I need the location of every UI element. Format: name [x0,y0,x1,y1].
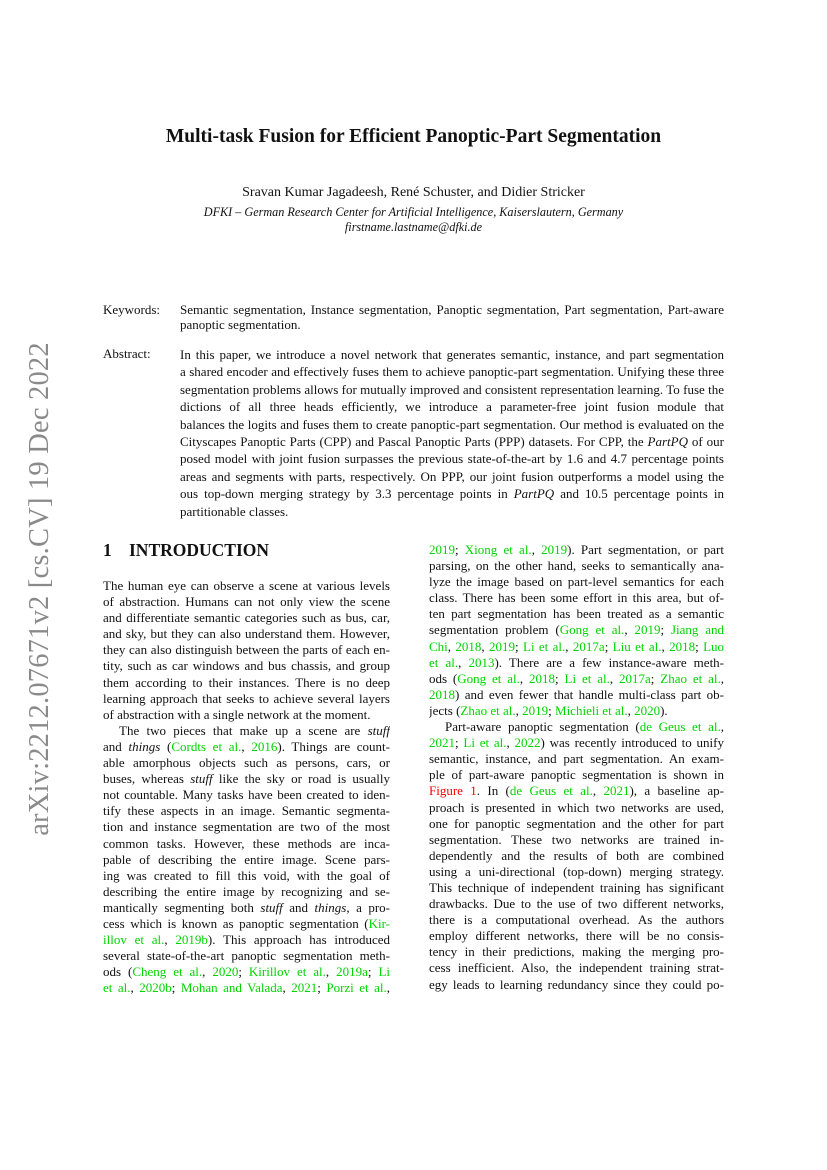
text-line [103,836,390,852]
citation-link[interactable]: 2021 [603,783,630,799]
citation-link[interactable]: Li et al. [523,638,566,654]
citation-link[interactable]: 2018 [429,686,455,702]
text-line [103,739,390,755]
text-line [429,558,724,574]
text-line [429,735,724,751]
text-line [429,783,724,799]
text-span: ; [455,542,465,557]
citation-link[interactable]: Li et al. [463,735,507,751]
citation-link[interactable]: 2019 [489,638,516,654]
citation-link[interactable]: illov et al. [103,932,165,948]
text-span: ods ( [103,964,133,980]
text-span: , [506,735,515,751]
text-span: balances the logits and fuses them to create panoptic-part segmentation. Our method is evaluated on the [180,416,724,432]
citation-link[interactable]: Zhao et al. [460,702,516,718]
text-line [103,852,390,868]
text-line [103,787,390,803]
citation-link[interactable]: Li et al. [564,670,610,686]
text-span: , [531,542,542,557]
text-line [103,771,390,787]
citation-link[interactable]: Mohan and Valada [180,980,283,996]
citation-link[interactable]: 2020 [212,964,239,980]
text-span: semantic, instance, and part segmentation. An exam- [429,751,724,767]
text-span: ( [160,738,172,754]
citation-link[interactable]: 2019b [175,932,208,948]
text-line [429,767,724,783]
text-span: like the sky or road is usually [212,771,390,787]
text-span: drawbacks. Due to the use of two different networks, [429,896,724,912]
text-span: one for panoptic segmentation and the other for part [429,815,724,831]
text-line [429,542,724,558]
text-line [103,948,390,964]
text-span: , [565,638,573,654]
text-span: , [481,638,490,654]
citation-link[interactable]: Porzi et al. [326,980,387,996]
text-span: and [282,899,315,915]
text-span: , [241,738,252,754]
text-line [103,868,390,884]
text-span: a shared encoder and effectively fuses them to achieve panoptic-part segmentation. Unifying these three [180,364,724,380]
text-line [103,610,390,626]
text-line [103,900,390,916]
citation-link[interactable]: Gong et al. [559,622,625,638]
citation-link[interactable]: 2018 [529,670,556,686]
text-span: , [627,702,635,718]
text-span: lyze the image based on part-level semantics for each [429,574,724,590]
text-span: ; [238,964,249,980]
emphasis-text: PartPQ [513,486,555,502]
text-span: , [519,670,530,686]
keywords-label: Keywords: [103,302,161,317]
text-span: , [130,980,140,996]
text-line [103,803,390,819]
text-line [103,707,390,723]
text-span: class. There has been some effort in this area, but of- [429,590,724,606]
text-span: and 10.5 percentage points in [554,486,724,502]
text-span: ; [367,964,379,980]
text-span: , [624,622,635,638]
text-span: ; [660,622,671,638]
emphasis-text: things [314,899,347,915]
text-line [429,880,724,896]
text-span: This technique of independent training has significant [429,879,724,895]
citation-link[interactable]: 2019a [336,964,368,980]
text-span: tion and instance segmentation are two of the most [103,819,390,835]
text-span: ; [317,980,327,996]
citation-link[interactable]: et al. [429,654,459,670]
text-span: mantically segmenting both [103,899,261,915]
text-span: ; [515,638,523,654]
text-span: using a uni-directional (top-down) merging strategy. [429,863,724,879]
text-line [429,944,724,960]
text-line [429,896,724,912]
citation-link[interactable]: de Geus et al. [509,783,593,799]
text-line [429,848,724,864]
text-line [429,639,724,655]
text-line [429,832,724,848]
text-line [103,932,390,948]
citation-link[interactable]: 2017a [619,670,651,686]
citation-link[interactable]: Chi [429,638,448,654]
text-line [429,655,724,671]
citation-link[interactable]: et al. [103,980,131,996]
text-span: learning approach that seeks to achieve several layers [103,690,390,706]
text-span: segmentation. These two networks are trained in- [429,831,724,847]
right-column [429,542,724,993]
text-span: cess which is known as panoptic segmentation ( [103,915,369,931]
text-line [429,864,724,880]
text-span: not countable. Many tasks have been created to iden- [103,787,390,803]
section-number: 1 [103,540,112,560]
text-span: ; [650,670,661,686]
text-line [429,719,724,735]
text-span: , [609,670,619,686]
text-span: and differentiate semantic categories such as bus, car, [103,610,390,626]
citation-link[interactable]: Gong et al. [457,670,520,686]
text-line [180,416,724,433]
text-span: jects ( [429,702,461,718]
text-span: Part-aware panoptic segmentation ( [445,719,640,735]
abstract [180,346,724,520]
text-span: employ different networks, there will be no consis- [429,928,724,944]
text-span: ). This approach has introduced [207,932,390,948]
text-span: The human eye can observe a scene at various levels [103,578,390,593]
text-line [180,363,724,380]
text-span: ) and even fewer that handle multi-class part ob- [455,686,724,702]
text-span: , [325,964,337,980]
text-span: ; [604,638,613,654]
text-span: , [592,783,604,799]
text-span: panoptic segmentation. [180,317,301,332]
text-span: The two pieces that make up a scene are [119,722,368,738]
emphasis-text: PartPQ [647,433,688,449]
text-line [429,800,724,816]
text-span: tity, such as car windows and bus chassis, and group [103,658,390,674]
left-column [103,578,390,996]
text-span: ). Part segmentation, or part [567,542,724,557]
text-span: , [202,964,213,980]
citation-link[interactable]: 2019 [541,542,568,557]
text-span: cess inefficient. Also, the independent training strat- [429,960,724,976]
text-span: ) was recently introduced to unify [540,735,724,751]
text-span: tency in their predictions, making the merging pro- [429,944,724,960]
figure-link[interactable]: Figure 1 [429,783,477,799]
text-span: common tasks. However, these methods are inca- [103,835,390,851]
citation-link[interactable]: Cheng et al. [132,964,203,980]
text-span: ). [660,702,668,718]
text-span: . In ( [476,783,510,799]
text-line [180,346,724,363]
text-line [429,606,724,622]
arxiv-identifier: arXiv:2212.07671v2 [cs.CV] 19 Dec 2022 [24,342,55,836]
emphasis-text: stuff [190,771,213,787]
text-line [429,816,724,832]
citation-link[interactable]: Cordts et al. [171,738,242,754]
text-line [429,703,724,719]
section-title: INTRODUCTION [129,540,270,560]
text-span: several state-of-the-art panoptic segmentation meth- [103,948,390,964]
citation-link[interactable]: Luo [703,638,724,654]
text-line [180,302,724,317]
text-line [103,755,390,771]
text-span: egy leads to learning redundancy since they could po- [429,976,724,992]
text-span: proach is presented in which two networks are used, [429,799,724,815]
text-line [429,671,724,687]
citation-link[interactable]: 2019 [522,702,549,718]
text-line [103,819,390,835]
text-line [180,317,724,332]
text-span: ple of part-aware panoptic segmentation is shown in [429,767,724,783]
text-span: Semantic segmentation, Instance segmentation, Panoptic segmentation, Part segmentation, Part-aware [180,302,724,317]
text-line [103,884,390,900]
text-span: ). There are a few instance-aware meth- [494,654,724,670]
text-line [429,751,724,767]
text-span: ous top-down merging strategy by 3.3 percentage points in [180,486,514,502]
email: firstname.lastname@dfki.de [344,220,483,234]
citation-link[interactable]: 2017a [572,638,605,654]
text-span: pable of describing the entire image. Scene pars- [103,851,390,867]
text-span: and sky, but they can also understand them. However, [103,626,390,642]
text-line [103,964,390,980]
text-span: Cityscapes Panoptic Parts (CPP) and Pascal Panoptic Parts (PPP) datasets. For CPP, the [180,433,648,449]
text-line [180,485,724,502]
text-line [180,398,724,415]
text-line [429,977,724,993]
text-span: ; [455,735,464,751]
text-line [429,590,724,606]
text-span: In this paper, we introduce a novel network that generates semantic, instance, and part segmentation [180,347,724,362]
text-line [103,675,390,691]
text-line [180,468,724,485]
citation-link[interactable]: Xiong et al. [464,542,532,557]
text-span: tify these aspects in an image. Semantic segmenta- [103,803,390,819]
text-span: them according to their instances. There is no deep [103,674,390,690]
citation-link[interactable]: Li [378,964,390,980]
citation-link[interactable]: 2022 [514,735,541,751]
text-span: ; [171,980,181,996]
text-span: of abstraction. Humans can not only view the scene [103,594,390,610]
citation-link[interactable]: 2013 [468,654,495,670]
text-span: ; [555,670,565,686]
text-span: partitionable classes. [180,503,289,519]
citation-link[interactable]: Kirillov et al. [248,964,326,980]
text-line [429,622,724,638]
authors: Sravan Kumar Jagadeesh, René Schuster, and Didier Stricker [242,185,585,200]
text-span: describing the entire image by recognizing and se- [103,883,390,899]
text-span: , [661,638,670,654]
text-line [180,503,724,520]
text-span: , [282,980,292,996]
citation-link[interactable]: Kir- [368,915,390,931]
citation-link[interactable]: Michieli et al. [555,702,628,718]
text-span: of our [691,433,724,449]
citation-link[interactable]: 2020 [634,702,661,718]
text-span: , [515,702,523,718]
text-span: , a pro- [346,899,390,915]
text-span: ods ( [429,670,458,686]
emphasis-text: stuff [260,899,283,915]
text-span: ten part segmentation has been treated as a semantic [429,606,724,622]
citation-link[interactable]: 2019 [634,622,661,638]
text-span: , [386,980,390,996]
text-span: ; [548,702,556,718]
citation-link[interactable]: 2020b [139,980,172,996]
text-span: parsing, on the other hand, seeks to semantically ana- [429,558,724,574]
text-line [103,626,390,642]
emphasis-text: stuff [367,722,390,738]
text-line [103,594,390,610]
citation-link[interactable]: 2019 [429,542,455,557]
text-span: and [103,738,129,754]
citation-link[interactable]: 2018 [455,638,482,654]
emphasis-text: things [128,738,161,754]
text-line [103,980,390,996]
affiliation: DFKI – German Research Center for Artificial Intelligence, Kaiserslautern, Germany [203,205,624,219]
text-span: of abstraction with a single network at the moment. [103,706,371,722]
text-span: segmentation problems allows for mutually improved and consistent representation learning. To fuse the [180,381,724,397]
abstract-label: Abstract: [103,346,151,361]
citation-link[interactable]: Zhao et al. [660,670,721,686]
keywords [180,302,724,332]
text-line [180,381,724,398]
text-line [103,658,390,674]
text-span: , [164,932,176,948]
text-line [103,691,390,707]
paper-title: Multi-task Fusion for Efficient Panoptic-Part Segmentation [165,126,662,147]
text-line [180,450,724,467]
text-span: posed model with joint fusion surpasses the previous state-of-the-art by 1.6 and 4.7 percentage points [180,451,724,467]
section-heading [103,540,269,561]
text-span: ). Things are count- [277,738,390,754]
text-span: ing was created to fill this void, with the goal of [103,867,390,883]
text-line [429,912,724,928]
citation-link[interactable]: 2016 [251,738,278,754]
text-span: , [447,638,456,654]
text-line [429,928,724,944]
text-span: segmentation problem ( [429,622,560,638]
text-line [429,574,724,590]
text-span: they can also distinguish between the parts of each en- [103,642,390,658]
text-line [429,960,724,976]
text-span: , [720,670,724,686]
text-line [103,578,390,594]
text-span: buses, whereas [103,771,191,787]
text-line [103,916,390,932]
text-line [103,723,390,739]
text-span: able amorphous objects such as persons, cars, or [103,755,390,771]
text-span: , [720,719,724,735]
text-line [429,687,724,703]
text-span: dependently and the results of both are combined [429,847,724,863]
text-span: there is a computational overhead. As the authors [429,912,724,928]
citation-link[interactable]: de Geus et al. [639,719,721,735]
citation-link[interactable]: 2021 [429,735,455,751]
text-span: , [458,654,469,670]
citation-link[interactable]: Liu et al. [612,638,662,654]
text-span: dictions of all three heads efficiently, we introduce a parameter-free joint fusion module that [180,399,724,415]
text-span: ; [695,638,704,654]
text-span: areas and segments with parts, respectively. On PPP, our joint fusion outperforms a model using the [180,468,724,484]
citation-link[interactable]: 2021 [291,980,318,996]
citation-link[interactable]: Jiang and [670,622,724,638]
text-span: ), a baseline ap- [629,783,724,799]
text-line [103,642,390,658]
citation-link[interactable]: 2018 [669,638,696,654]
text-line [180,433,724,450]
